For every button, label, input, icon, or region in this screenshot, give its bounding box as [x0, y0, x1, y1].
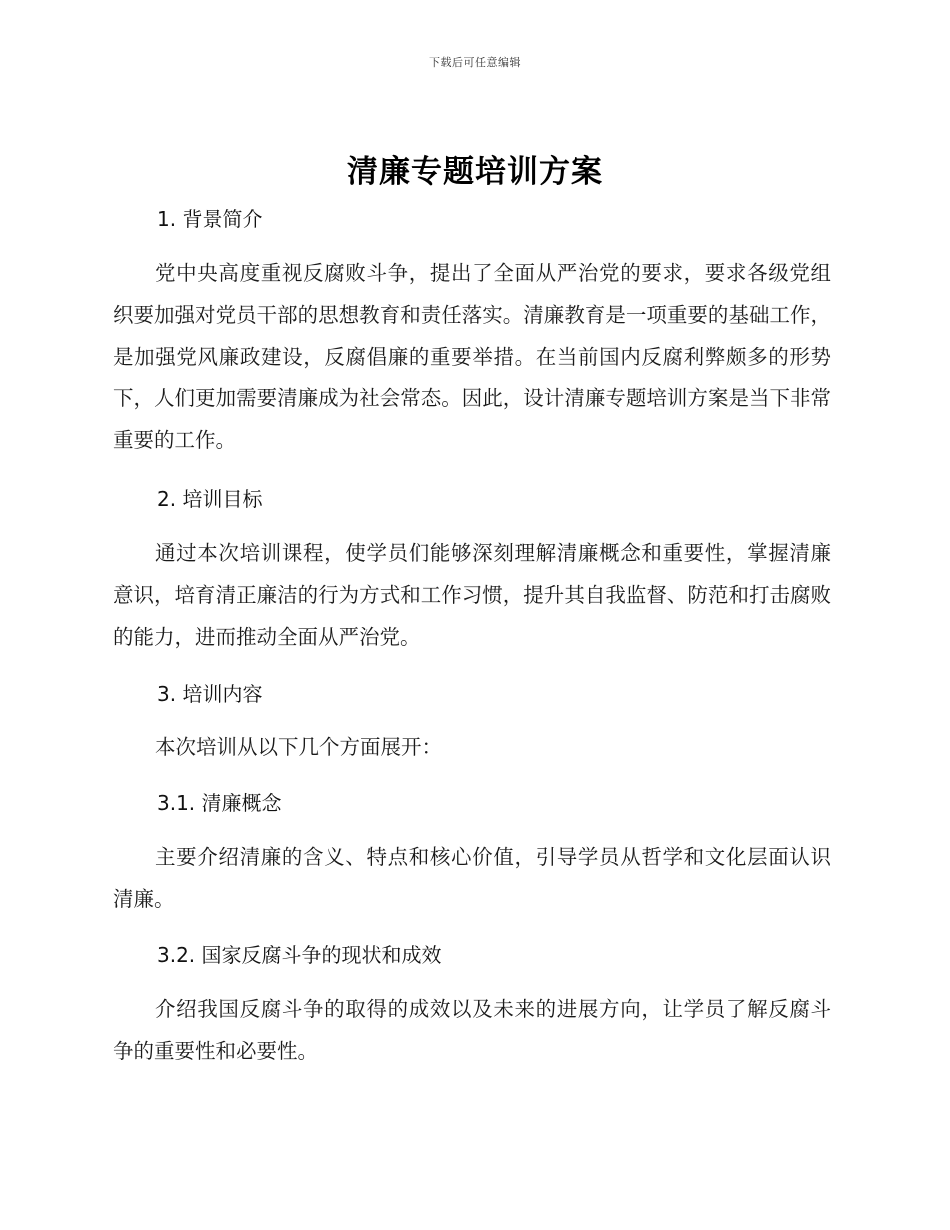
section-body-integrity-concept: 主要介绍清廉的含义、特点和核心价值，引导学员从哲学和文化层面认识清廉。 — [113, 845, 831, 911]
section-heading-goals: 2. 培训目标 — [157, 487, 263, 511]
section-body-background: 党中央高度重视反腐败斗争，提出了全面从严治党的要求，要求各级党组织要加强对党员干部的思想教育和责任落实。清廉教育是一项重要的基础工作，是加强党风廉政建设，反腐倡廉的重要举措。在当前国内反腐利弊颇多的形势下，人们更加需要清廉成为社会常态。因此，设计清廉专题培训方案是当下非常重要的工作。 — [113, 261, 831, 453]
section-heading-content: 3. 培训内容 — [157, 682, 263, 706]
section-heading-anti-corruption-status: 3.2. 国家反腐斗争的现状和成效 — [157, 943, 442, 967]
section-heading-integrity-concept: 3.1. 清廉概念 — [157, 791, 282, 815]
section-body-content: 本次培训从以下几个方面展开： — [155, 735, 442, 759]
document-title: 清廉专题培训方案 — [347, 154, 603, 190]
header-note: 下载后可任意编辑 — [429, 56, 521, 69]
section-body-anti-corruption-status: 介绍我国反腐斗争的取得的成效以及未来的进展方向，让学员了解反腐斗争的重要性和必要性。 — [113, 997, 831, 1063]
section-heading-background: 1. 背景简介 — [157, 207, 263, 231]
section-body-goals: 通过本次培训课程，使学员们能够深刻理解清廉概念和重要性，掌握清廉意识，培育清正廉洁的行为方式和工作习惯，提升其自我监督、防范和打击腐败的能力，进而推动全面从严治党。 — [113, 541, 831, 649]
